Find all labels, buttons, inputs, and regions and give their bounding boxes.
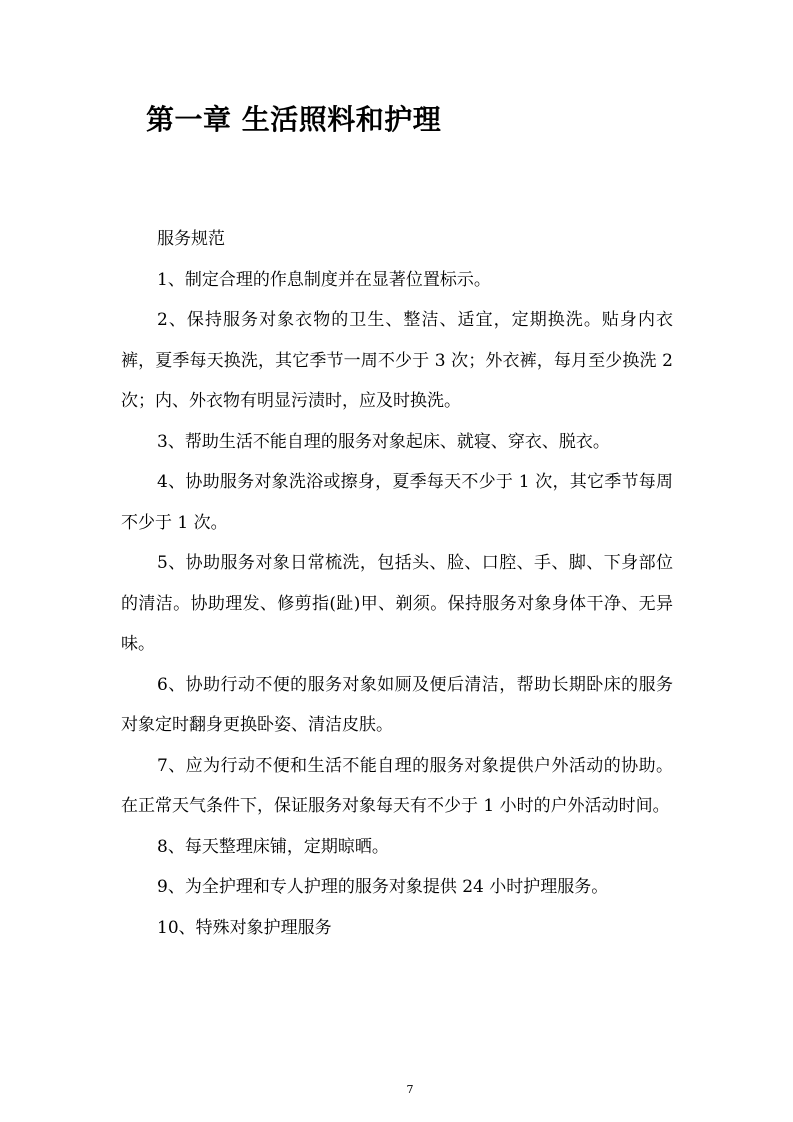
page-number: 7	[406, 1083, 414, 1096]
paragraph-3: 3、帮助生活不能自理的服务对象起床、就寝、穿衣、脱衣。	[157, 431, 610, 452]
paragraph-10: 10、特殊对象护理服务	[157, 917, 332, 938]
body-text	[121, 219, 673, 948]
section-heading: 服务规范	[157, 229, 225, 249]
paragraph-8: 8、每天整理床铺，定期晾晒。	[157, 836, 389, 857]
paragraph-5: 5、协助服务对象日常梳洗，包括头、脸、口腔、手、脚、下身部位的清洁。协助理发、修剪指(趾)甲、剃须。保持服务对象身体干净、无异味。	[121, 553, 673, 654]
paragraph-4: 4、协助服务对象洗浴或擦身，夏季每天不少于 1 次，其它季节每周不少于 1 次。	[121, 472, 673, 533]
paragraph-2: 2、保持服务对象衣物的卫生、整洁、适宜，定期换洗。贴身内衣裤，夏季每天换洗，其它季节一周不少于 3 次；外衣裤，每月至少换洗 2 次；内、外衣物有明显污渍时，应及时换洗。	[121, 310, 673, 411]
paragraph-1: 1、制定合理的作息制度并在显著位置标示。	[157, 269, 491, 290]
chapter-title: 第一章 生活照料和护理	[146, 103, 442, 136]
paragraph-6: 6、协助行动不便的服务对象如厕及便后清洁，帮助长期卧床的服务对象定时翻身更换卧姿、清洁皮肤。	[121, 674, 673, 735]
paragraph-9: 9、为全护理和专人护理的服务对象提供 24 小时护理服务。	[157, 877, 609, 897]
paragraph-7: 7、应为行动不便和生活不能自理的服务对象提供户外活动的协助。在正常天气条件下，保证服务对象每天有不少于 1 小时的户外活动时间。	[121, 755, 673, 816]
